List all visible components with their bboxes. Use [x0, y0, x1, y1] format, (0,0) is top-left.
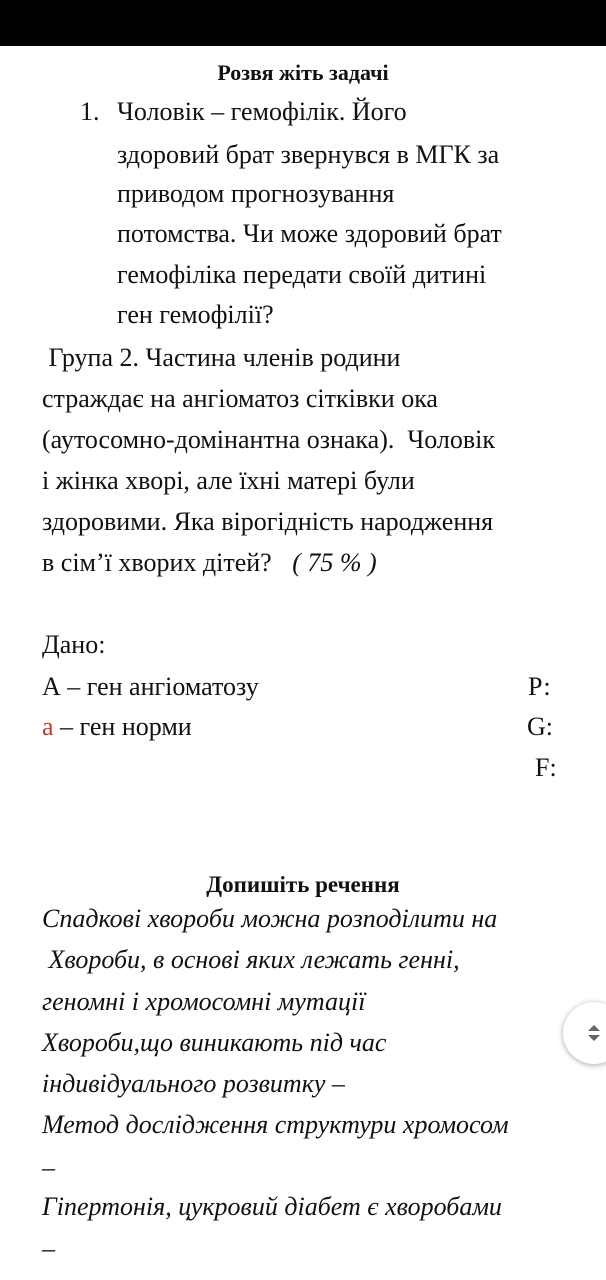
problem-line: здоровий брат звернувся в МГК за — [117, 140, 500, 169]
sentence-line: Метод дослідження структури хромосом — [42, 1110, 509, 1139]
gene-dominant: А – ген ангіоматозу — [42, 672, 259, 701]
paragraph-line-text: в сім’ї хворих дітей? — [42, 548, 272, 577]
gene-recessive — [42, 706, 192, 747]
gametes-label: G: — [527, 712, 553, 741]
problem-line: ген гемофілії? — [117, 300, 274, 329]
gene-letter-a: а — [42, 712, 54, 741]
section-heading-tasks: Розвя жіть задачі — [217, 60, 389, 85]
sentence-line: Хвороби,що виникають під час — [42, 1028, 387, 1057]
problem-line: потомства. Чи може здоровий брат — [117, 219, 502, 248]
paragraph-line: страждає на ангіоматоз сітківки ока — [42, 384, 438, 413]
problem-number: 1. — [80, 97, 100, 126]
sentence-line: Хвороби, в основі яких лежать генні, — [42, 945, 460, 974]
scroll-button[interactable] — [563, 1002, 606, 1064]
gene-recessive-text: – ген норми — [53, 712, 192, 741]
paragraph-line: і жінка хворі, але їхні матері були — [42, 466, 415, 495]
sentence-line: – — [42, 1234, 55, 1263]
problem-line: Чоловік – гемофілік. Його — [117, 97, 407, 126]
sentence-line: Спадкові хвороби можна розподілити на — [42, 904, 498, 933]
sentence-line: геномні і хромосомні мутації — [42, 987, 366, 1016]
offspring-label: F: — [535, 753, 557, 782]
top-bar — [0, 0, 606, 46]
sentence-line: – — [42, 1153, 55, 1182]
sentence-line: індивідуального розвитку – — [42, 1069, 345, 1098]
paragraph-line — [42, 542, 377, 583]
sentence-line: Гіпертонія, цукровий діабет є хворобами — [42, 1192, 502, 1221]
section-heading-complete-sentences: Допишіть речення — [206, 872, 400, 897]
paragraph-line: здоровими. Яка вірогідність народження — [42, 507, 494, 536]
paragraph-line: Група 2. Частина членів родини — [42, 343, 401, 372]
problem-line: гемофіліка передати своїй дитині — [117, 260, 487, 289]
chevron-up-down-icon — [581, 1020, 606, 1046]
given-label: Дано: — [42, 630, 106, 659]
problem-line: приводом прогнозування — [117, 179, 395, 208]
paragraph-line: (аутосомно-домінантна ознака). Чоловік — [42, 425, 496, 454]
parents-label: Р: — [528, 672, 551, 701]
answer-text: ( 75 % ) — [292, 548, 377, 577]
